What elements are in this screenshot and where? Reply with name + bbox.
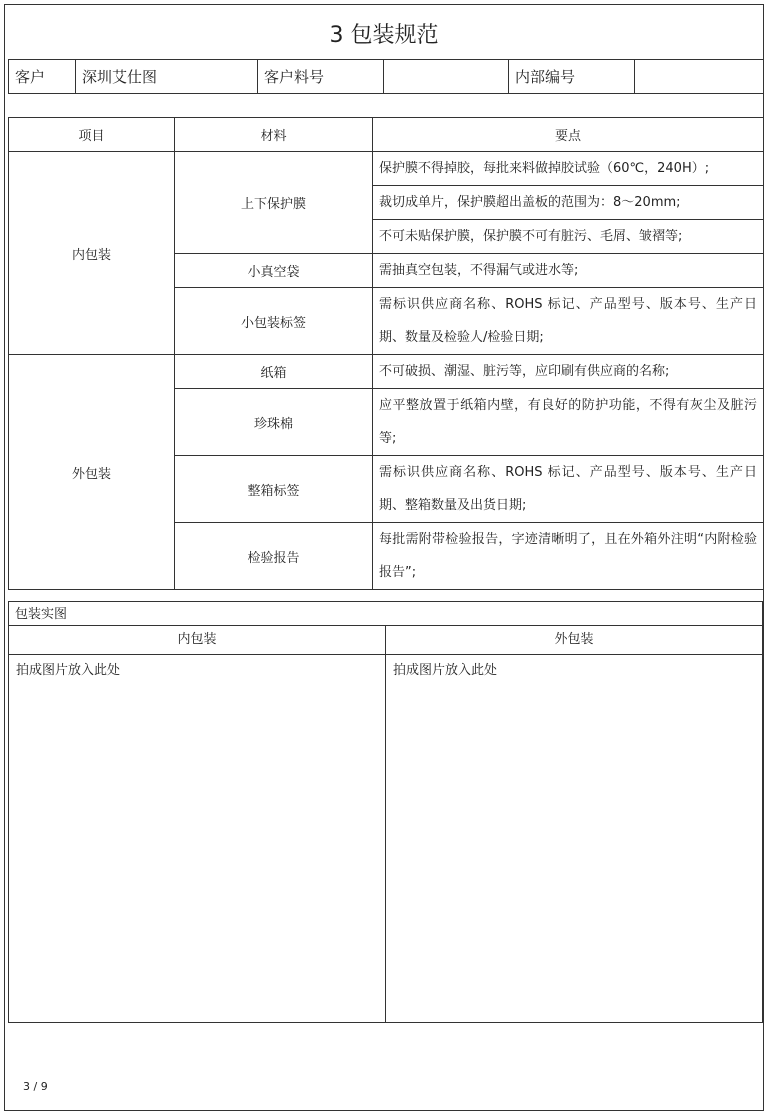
category-inner-packaging: 内包装 <box>9 152 175 355</box>
packaging-photos-section <box>8 601 763 1023</box>
material-vacuum-bag: 小真空袋 <box>175 254 373 288</box>
info-table <box>8 59 764 94</box>
outer-photo-column <box>386 626 762 1023</box>
table-row <box>9 152 764 186</box>
category-outer-packaging: 外包装 <box>9 355 175 590</box>
material-small-label: 小包装标签 <box>175 288 373 355</box>
inner-photo-placeholder: 拍成图片放入此处 <box>16 663 121 678</box>
point-protective-film-1: 保护膜不得掉胶，每批来料做掉胶试验（60℃，240H）; <box>373 152 764 186</box>
header-material: 材料 <box>175 118 373 152</box>
material-inspection-report: 检验报告 <box>175 523 373 590</box>
spec-header-row <box>9 118 764 152</box>
inner-photo-header: 内包装 <box>9 626 385 655</box>
customer-value: 深圳艾仕图 <box>76 60 258 94</box>
table-row <box>9 355 764 389</box>
part-number-label: 客户料号 <box>258 60 384 94</box>
document-page <box>4 4 764 1111</box>
page-number: 3 / 9 <box>23 1080 48 1093</box>
point-vacuum-bag: 需抽真空包装，不得漏气或进水等; <box>373 254 764 288</box>
material-protective-film: 上下保护膜 <box>175 152 373 254</box>
point-pearl-cotton: 应平整放置于纸箱内壁，有良好的防护功能，不得有灰尘及脏污等; <box>373 389 764 456</box>
header-points: 要点 <box>373 118 764 152</box>
point-carton-label: 需标识供应商名称、ROHS 标记、产品型号、版本号、生产日期、整箱数量及出货日期; <box>373 456 764 523</box>
point-protective-film-3: 不可未贴保护膜，保护膜不可有脏污、毛屑、皱褶等; <box>373 220 764 254</box>
point-inspection-report: 每批需附带检验报告，字迹清晰明了，且在外箱外注明“内附检验报告”; <box>373 523 764 590</box>
material-carton: 纸箱 <box>175 355 373 389</box>
photos-row <box>9 625 762 1023</box>
internal-number-label: 内部编号 <box>509 60 635 94</box>
inner-photo-column <box>9 626 386 1023</box>
outer-photo-placeholder: 拍成图片放入此处 <box>393 663 498 678</box>
header-item: 项目 <box>9 118 175 152</box>
point-carton: 不可破损、潮湿、脏污等，应印刷有供应商的名称; <box>373 355 764 389</box>
part-number-value <box>384 60 509 94</box>
material-carton-label: 整箱标签 <box>175 456 373 523</box>
outer-photo-header: 外包装 <box>386 626 762 655</box>
internal-number-value <box>635 60 764 94</box>
point-small-label: 需标识供应商名称、ROHS 标记、产品型号、版本号、生产日期、数量及检验人/检验日期; <box>373 288 764 355</box>
customer-label: 客户 <box>9 60 76 94</box>
photos-section-label: 包装实图 <box>15 607 68 622</box>
material-pearl-cotton: 珍珠棉 <box>175 389 373 456</box>
packaging-spec-table <box>8 117 764 590</box>
point-protective-film-2: 裁切成单片，保护膜超出盖板的范围为：8～20mm; <box>373 186 764 220</box>
page-title: 3 包装规范 <box>329 23 439 48</box>
